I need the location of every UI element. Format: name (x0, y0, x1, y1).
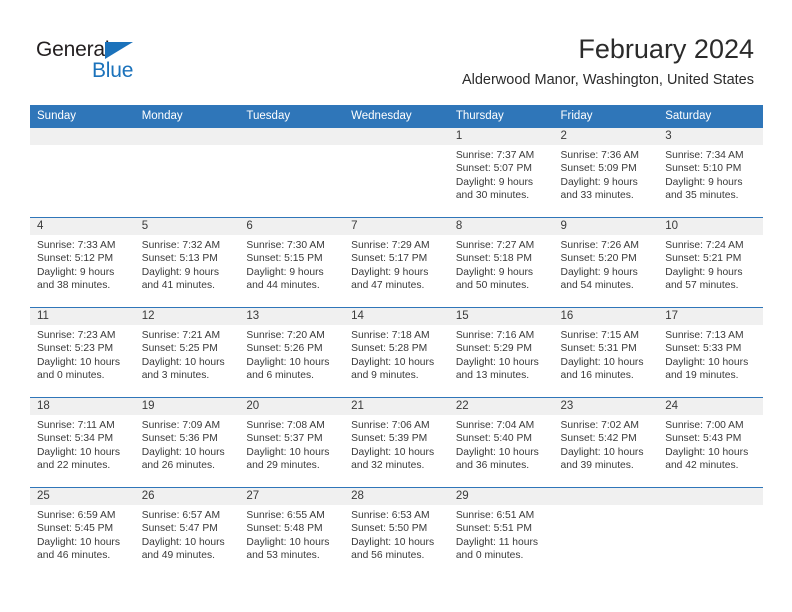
daylight-text-cont: and 39 minutes. (560, 460, 634, 472)
calendar-day-cell[interactable] (135, 308, 240, 398)
daylight-text: Daylight: 9 hours (37, 266, 115, 278)
day-number: 14 (344, 308, 449, 325)
calendar-day-cell[interactable] (449, 308, 554, 398)
daylight-text-cont: and 0 minutes. (37, 370, 105, 382)
daylight-text-cont: and 54 minutes. (560, 280, 634, 292)
day-number: 21 (344, 398, 449, 415)
sunset-text: Sunset: 5:07 PM (455, 163, 532, 175)
daylight-text-cont: and 26 minutes. (141, 460, 215, 472)
day-details (344, 235, 449, 293)
weekday-header-monday: Monday (135, 105, 240, 128)
daylight-text-cont: and 41 minutes. (141, 280, 215, 292)
sunrise-text: Sunrise: 7:37 AM (455, 150, 535, 161)
sunset-text: Sunset: 5:47 PM (141, 523, 218, 535)
day-number: 19 (135, 398, 240, 415)
day-number (30, 128, 135, 145)
logo-text-general: General (36, 38, 110, 61)
daylight-text: Daylight: 10 hours (351, 536, 435, 548)
calendar-day-cell[interactable] (554, 398, 659, 488)
day-details (658, 235, 763, 293)
daylight-text: Daylight: 9 hours (351, 266, 429, 278)
day-number (344, 128, 449, 145)
day-details (449, 325, 554, 383)
daylight-text: Daylight: 10 hours (37, 356, 120, 368)
sunrise-text: Sunrise: 7:24 AM (665, 240, 744, 251)
daylight-text-cont: and 44 minutes. (246, 280, 320, 292)
calendar-day-cell[interactable] (239, 398, 344, 488)
sunrise-text: Sunrise: 7:26 AM (560, 240, 639, 251)
sunset-text: Sunset: 5:13 PM (141, 253, 218, 265)
sunset-text: Sunset: 5:40 PM (455, 433, 532, 445)
day-number: 9 (554, 218, 659, 235)
day-number: 27 (239, 488, 344, 505)
day-details (554, 145, 659, 203)
day-details (554, 235, 659, 293)
day-details (135, 235, 240, 293)
daylight-text: Daylight: 10 hours (246, 536, 330, 548)
day-number: 26 (135, 488, 240, 505)
day-details (30, 415, 135, 473)
daylight-text-cont: and 50 minutes. (455, 280, 530, 292)
day-details (449, 505, 554, 563)
daylight-text: Daylight: 10 hours (560, 356, 644, 368)
daylight-text: Daylight: 10 hours (246, 356, 330, 368)
daylight-text-cont: and 42 minutes. (665, 460, 739, 472)
daylight-text: Daylight: 10 hours (141, 446, 225, 458)
sunrise-text: Sunrise: 7:04 AM (455, 420, 535, 431)
day-number: 6 (239, 218, 344, 235)
daylight-text-cont: and 30 minutes. (455, 190, 530, 202)
daylight-text: Daylight: 10 hours (351, 356, 435, 368)
day-details (135, 415, 240, 473)
general-blue-logo[interactable] (36, 38, 166, 86)
sunset-text: Sunset: 5:33 PM (665, 343, 742, 355)
sunset-text: Sunset: 5:15 PM (246, 253, 323, 265)
day-number: 7 (344, 218, 449, 235)
day-number: 8 (449, 218, 554, 235)
day-number: 25 (30, 488, 135, 505)
sunset-text: Sunset: 5:31 PM (560, 343, 637, 355)
calendar-day-cell[interactable] (554, 128, 659, 218)
daylight-text-cont: and 53 minutes. (246, 550, 320, 562)
calendar-empty-cell (658, 488, 763, 578)
sunrise-text: Sunrise: 7:15 AM (560, 330, 639, 341)
sunset-text: Sunset: 5:20 PM (560, 253, 637, 265)
daylight-text: Daylight: 9 hours (665, 176, 743, 188)
day-number: 15 (449, 308, 554, 325)
day-number: 2 (554, 128, 659, 145)
calendar-day-cell[interactable] (135, 488, 240, 578)
calendar-day-cell[interactable] (449, 398, 554, 488)
weekday-header-tuesday: Tuesday (239, 105, 344, 128)
sunset-text: Sunset: 5:34 PM (37, 433, 114, 445)
calendar-day-cell[interactable] (239, 218, 344, 308)
sunset-text: Sunset: 5:36 PM (141, 433, 218, 445)
day-details (239, 415, 344, 473)
day-number: 22 (449, 398, 554, 415)
title-block (462, 32, 754, 89)
sunset-text: Sunset: 5:18 PM (455, 253, 532, 265)
day-number: 12 (135, 308, 240, 325)
sunrise-text: Sunrise: 7:27 AM (455, 240, 535, 251)
calendar-day-cell[interactable] (554, 308, 659, 398)
day-details (239, 235, 344, 293)
sunset-text: Sunset: 5:43 PM (665, 433, 742, 445)
sunrise-text: Sunrise: 7:16 AM (455, 330, 535, 341)
day-details (344, 415, 449, 473)
day-details (449, 235, 554, 293)
daylight-text: Daylight: 9 hours (455, 266, 534, 278)
sunset-text: Sunset: 5:09 PM (560, 163, 637, 175)
day-number: 17 (658, 308, 763, 325)
day-number (658, 488, 763, 505)
day-details (344, 145, 449, 149)
sunrise-text: Sunrise: 7:02 AM (560, 420, 639, 431)
sunset-text: Sunset: 5:50 PM (351, 523, 428, 535)
calendar-empty-cell (239, 128, 344, 218)
day-number (239, 128, 344, 145)
weekday-header-saturday: Saturday (658, 105, 763, 128)
daylight-text-cont: and 33 minutes. (560, 190, 634, 202)
day-details (30, 325, 135, 383)
daylight-text: Daylight: 9 hours (560, 266, 638, 278)
daylight-text: Daylight: 10 hours (665, 446, 749, 458)
calendar-body (30, 128, 763, 578)
day-details (658, 145, 763, 203)
sunset-text: Sunset: 5:21 PM (665, 253, 742, 265)
calendar-empty-cell (344, 128, 449, 218)
sunset-text: Sunset: 5:51 PM (455, 523, 532, 535)
sunset-text: Sunset: 5:26 PM (246, 343, 323, 355)
calendar-day-cell[interactable] (30, 308, 135, 398)
sunrise-text: Sunrise: 7:00 AM (665, 420, 744, 431)
daylight-text-cont: and 36 minutes. (455, 460, 530, 472)
daylight-text: Daylight: 10 hours (37, 536, 120, 548)
sunrise-text: Sunrise: 7:21 AM (141, 330, 221, 341)
calendar-day-cell[interactable] (449, 488, 554, 578)
daylight-text-cont: and 49 minutes. (141, 550, 215, 562)
daylight-text-cont: and 46 minutes. (37, 550, 111, 562)
day-details (239, 145, 344, 149)
daylight-text-cont: and 32 minutes. (351, 460, 425, 472)
sunset-text: Sunset: 5:23 PM (37, 343, 114, 355)
day-details (658, 325, 763, 383)
day-details (658, 415, 763, 473)
sunrise-sunset-calendar (30, 105, 763, 578)
calendar-day-cell[interactable] (658, 398, 763, 488)
sunset-text: Sunset: 5:25 PM (141, 343, 218, 355)
weekday-header-thursday: Thursday (449, 105, 554, 128)
sunset-text: Sunset: 5:48 PM (246, 523, 323, 535)
calendar-empty-cell (554, 488, 659, 578)
daylight-text-cont: and 3 minutes. (141, 370, 210, 382)
daylight-text-cont: and 6 minutes. (246, 370, 314, 382)
daylight-text: Daylight: 10 hours (665, 356, 749, 368)
weekday-header-sunday: Sunday (30, 105, 135, 128)
day-details (135, 145, 240, 149)
daylight-text: Daylight: 10 hours (351, 446, 435, 458)
day-number: 11 (30, 308, 135, 325)
daylight-text-cont: and 0 minutes. (455, 550, 524, 562)
day-number: 10 (658, 218, 763, 235)
sunrise-text: Sunrise: 7:09 AM (141, 420, 221, 431)
calendar-day-cell[interactable] (135, 218, 240, 308)
daylight-text: Daylight: 10 hours (141, 536, 225, 548)
sunrise-text: Sunrise: 7:11 AM (37, 420, 115, 431)
sunrise-text: Sunrise: 7:33 AM (37, 240, 116, 251)
day-details (449, 415, 554, 473)
day-number: 5 (135, 218, 240, 235)
sunset-text: Sunset: 5:10 PM (665, 163, 742, 175)
page-subtitle: Alderwood Manor, Washington, United States (461, 72, 754, 88)
daylight-text-cont: and 16 minutes. (560, 370, 634, 382)
sunrise-text: Sunrise: 7:29 AM (351, 240, 430, 251)
calendar-day-cell[interactable] (344, 218, 449, 308)
sunrise-text: Sunrise: 7:23 AM (37, 330, 116, 341)
calendar-header-row (30, 105, 763, 128)
calendar-day-cell[interactable] (658, 308, 763, 398)
sunrise-text: Sunrise: 7:36 AM (560, 150, 639, 161)
calendar-day-cell[interactable] (30, 488, 135, 578)
day-number: 20 (239, 398, 344, 415)
day-details (135, 505, 240, 563)
sunrise-text: Sunrise: 7:34 AM (665, 150, 744, 161)
daylight-text: Daylight: 9 hours (141, 266, 219, 278)
sunrise-text: Sunrise: 7:08 AM (246, 420, 325, 431)
day-number: 4 (30, 218, 135, 235)
calendar-week-row (30, 488, 763, 578)
calendar-day-cell[interactable] (135, 398, 240, 488)
daylight-text: Daylight: 9 hours (246, 266, 324, 278)
blue-triangle-icon (105, 42, 133, 59)
daylight-text-cont: and 47 minutes. (351, 280, 425, 292)
calendar-day-cell[interactable] (30, 398, 135, 488)
calendar-day-cell[interactable] (449, 128, 554, 218)
day-details (30, 145, 135, 149)
calendar-week-row (30, 128, 763, 218)
day-details (239, 325, 344, 383)
sunrise-text: Sunrise: 7:30 AM (246, 240, 325, 251)
sunset-text: Sunset: 5:17 PM (351, 253, 428, 265)
day-number: 29 (449, 488, 554, 505)
sunset-text: Sunset: 5:12 PM (37, 253, 114, 265)
daylight-text-cont: and 9 minutes. (351, 370, 419, 382)
day-number: 28 (344, 488, 449, 505)
day-details (554, 325, 659, 383)
daylight-text: Daylight: 9 hours (560, 176, 638, 188)
sunrise-text: Sunrise: 6:57 AM (141, 510, 221, 521)
calendar-day-cell[interactable] (344, 488, 449, 578)
day-number: 3 (658, 128, 763, 145)
page-header (0, 0, 792, 100)
calendar-empty-cell (30, 128, 135, 218)
day-details (30, 235, 135, 293)
sunrise-text: Sunrise: 7:13 AM (665, 330, 744, 341)
daylight-text: Daylight: 11 hours (455, 536, 539, 548)
calendar-day-cell[interactable] (344, 308, 449, 398)
day-number (554, 488, 659, 505)
day-number: 1 (449, 128, 554, 145)
day-details (344, 505, 449, 563)
day-details (30, 505, 135, 563)
sunrise-text: Sunrise: 7:18 AM (351, 330, 430, 341)
daylight-text-cont: and 19 minutes. (665, 370, 739, 382)
daylight-text: Daylight: 10 hours (560, 446, 644, 458)
sunrise-text: Sunrise: 6:59 AM (37, 510, 116, 521)
page-title: February 2024 (578, 34, 754, 64)
calendar-day-cell[interactable] (239, 308, 344, 398)
calendar-week-row (30, 308, 763, 398)
calendar-empty-cell (135, 128, 240, 218)
sunrise-text: Sunrise: 6:53 AM (351, 510, 430, 521)
sunset-text: Sunset: 5:28 PM (351, 343, 428, 355)
daylight-text: Daylight: 9 hours (455, 176, 534, 188)
sunrise-text: Sunrise: 7:20 AM (246, 330, 325, 341)
logo-text-blue: Blue (92, 59, 134, 82)
weekday-header-wednesday: Wednesday (344, 105, 449, 128)
calendar-day-cell[interactable] (658, 128, 763, 218)
daylight-text-cont: and 13 minutes. (455, 370, 530, 382)
day-details (449, 145, 554, 203)
calendar-day-cell[interactable] (449, 218, 554, 308)
daylight-text-cont: and 35 minutes. (665, 190, 739, 202)
day-details (344, 325, 449, 383)
calendar-day-cell[interactable] (239, 488, 344, 578)
day-number: 13 (239, 308, 344, 325)
day-number (135, 128, 240, 145)
daylight-text: Daylight: 10 hours (455, 446, 539, 458)
calendar-day-cell[interactable] (554, 218, 659, 308)
sunrise-text: Sunrise: 6:51 AM (455, 510, 535, 521)
calendar-week-row (30, 218, 763, 308)
sunrise-text: Sunrise: 6:55 AM (246, 510, 325, 521)
day-number: 24 (658, 398, 763, 415)
daylight-text: Daylight: 10 hours (37, 446, 120, 458)
weekday-header-friday: Friday (554, 105, 659, 128)
calendar-day-cell[interactable] (30, 218, 135, 308)
daylight-text-cont: and 22 minutes. (37, 460, 111, 472)
weekday-header-row (30, 105, 763, 128)
daylight-text-cont: and 29 minutes. (246, 460, 320, 472)
day-number: 23 (554, 398, 659, 415)
sunrise-text: Sunrise: 7:32 AM (141, 240, 221, 251)
calendar-day-cell[interactable] (344, 398, 449, 488)
sunrise-text: Sunrise: 7:06 AM (351, 420, 430, 431)
daylight-text: Daylight: 9 hours (665, 266, 743, 278)
sunset-text: Sunset: 5:29 PM (455, 343, 532, 355)
daylight-text: Daylight: 10 hours (246, 446, 330, 458)
daylight-text-cont: and 38 minutes. (37, 280, 111, 292)
day-number: 16 (554, 308, 659, 325)
calendar-week-row (30, 398, 763, 488)
daylight-text-cont: and 57 minutes. (665, 280, 739, 292)
day-details (658, 505, 763, 509)
daylight-text-cont: and 56 minutes. (351, 550, 425, 562)
day-details (554, 415, 659, 473)
daylight-text: Daylight: 10 hours (455, 356, 539, 368)
sunset-text: Sunset: 5:39 PM (351, 433, 428, 445)
day-number: 18 (30, 398, 135, 415)
day-details (135, 325, 240, 383)
day-details (554, 505, 659, 509)
day-details (239, 505, 344, 563)
sunset-text: Sunset: 5:37 PM (246, 433, 323, 445)
calendar-day-cell[interactable] (658, 218, 763, 308)
daylight-text: Daylight: 10 hours (141, 356, 225, 368)
sunset-text: Sunset: 5:42 PM (560, 433, 637, 445)
sunset-text: Sunset: 5:45 PM (37, 523, 114, 535)
